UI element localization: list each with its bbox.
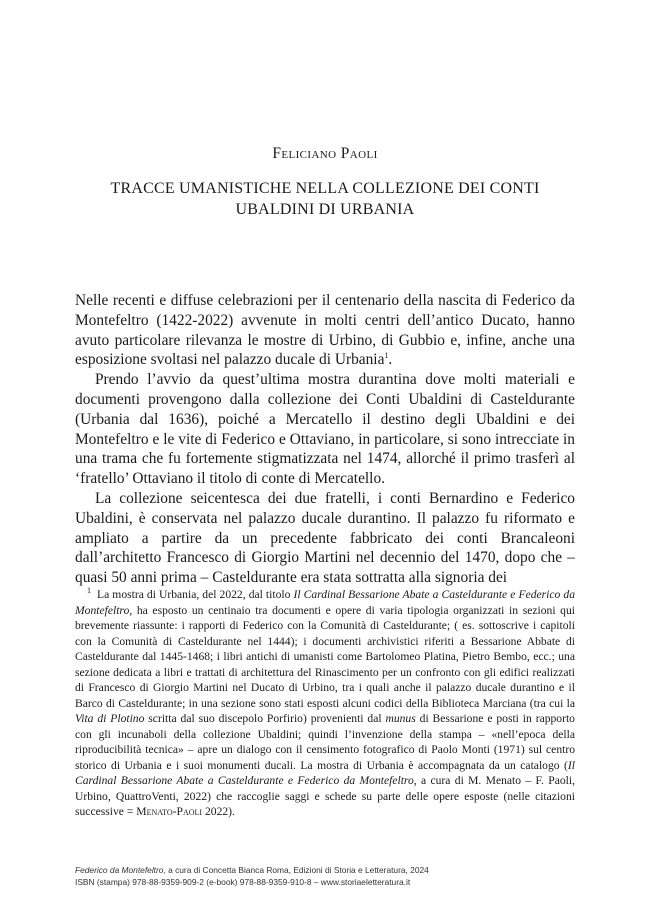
paragraph: Prendo l’avvio da quest’ultima mostra durantina dove molti materiali e documenti provengono dalla collezione dei Conti Ubaldini di Casteldurante (Urbania dal 1636), poiché a Mercatello il destino degli Ubaldini e dei Montefeltro e le vite di Federico e Ottaviano, in particolare, si sono intrecciate in una trama che fu fortemente stigmatizzata nel 1474, allorché il primo trasferì al ‘fratello’ Ottaviano il titolo di conte di Mercatello. — [75, 371, 575, 488]
main-text — [75, 291, 575, 588]
catalogue-title: Il Cardinal Bessarione Abate a Casteldurante e Federico da Montefeltro — [75, 758, 575, 787]
footnote: $^1$ La mostra di Urbania, del 2022, dal titolo Il Cardinal Bessarione Abate a Casteldurante e Federico da Montefeltro, ha esposto un centinaio tra documenti e opere di varia tipologia organizzati in sezioni qui brevemente riassunte: i rapporti di Federico con la Comunità di Casteldurante; ( es. sottoscrive i capitoli con la Comunità di Casteldurante nel 1444); i documenti archivistici riferiti a Bessarione Abbate di Casteldurante dal 1445-1468; i libri antichi di umanisti come Bartolomeo Platina, Pietro Bembo, ecc.; una sezione dedicata a libri e trattati di architettura del Rinascimento per un confronto con gli edifici realizzati di Francesco di Giorgio Martini nel Ducato di Urbino, tra i quali anche il palazzo ducale durantino e il Barco di Casteldurante; in una sezione sono stati esposti alcuni codici della Biblioteca Marciana (tra cui la Vita di Plotino scritta dal suo discepolo Porfirio) provenienti dal munus di Bessarione e posti in rapporto con gli incunaboli della collezione Ubaldini; quindi l’invenzione della stampa – «nell’epoca della riproducibilità tecnica» – apre un dialogo con il censimento fotografico di Paolo Monti (1971) sul centro storico di Urbania e i suoi monumenti ducali. La mostra di Urbania è accompagnata da un catalogo (Il Cardinal Bessarione Abate a Casteldurante e Federico da Montefeltro, a cura di M. Menato – F. Paoli, Urbino, QuattroVenti, 2022) che raccoglie saggi e schede su parte delle opere esposte (nelle citazioni successive = Menato-Paoli 2022). — [75, 586, 575, 818]
footer-publication-line: Federico da Montefeltro, a cura di Concetta Bianca Roma, Edizioni di Storia e Letteratura, 2024 — [75, 865, 429, 875]
citation-short: Menato-Paoli — [136, 805, 203, 818]
exhibition-title: Il Cardinal Bessarione Abate a Casteldurante e Federico da Montefeltro — [75, 588, 575, 617]
footnote-reference[interactable]: 1 — [384, 351, 389, 361]
book-title: Federico da Montefeltro — [75, 865, 164, 875]
paragraph: La collezione seicentesca dei due fratelli, i conti Bernardino e Federico Ubaldini, è conservata nel palazzo ducale durantino. Il palazzo fu riformato e ampliato a partire da un precedente fabbricato dei conti Brancaleoni dall’architetto Francesco di Giorgio Martini nel decennio del 1470, dopo che – quasi 50 anni prima – Casteldurante era stata sottratta alla signoria dei — [75, 489, 575, 587]
paragraph: Nelle recenti e diffuse celebrazioni per il centenario della nascita di Federico da Montefeltro (1422-2022) avvenute in molti centri dell’antico Ducato, hanno avuto particolare rilevanza le mostre di Urbino, di Gubbio e, infine, anche una esposizione svoltasi nel palazzo ducale di Urbania$^1$. — [75, 292, 575, 369]
footnote-section — [75, 587, 575, 820]
author-name: Feliciano Paoli — [272, 145, 378, 162]
footnote-number: 1 — [87, 586, 91, 596]
footer-isbn-line: ISBN (stampa) 978-88-9359-909-2 (e-book) 978-88-9359-910-8 – www.storiaeletteratura.it — [75, 877, 411, 887]
page-footer — [75, 864, 595, 888]
article-title: TRACCE UMANISTICHE NELLA COLLEZIONE DEI CONTI UBALDINI DI URBANIA — [110, 180, 540, 218]
work-title: Vita di Plotino — [75, 712, 145, 725]
latin-term: munus — [385, 712, 416, 725]
